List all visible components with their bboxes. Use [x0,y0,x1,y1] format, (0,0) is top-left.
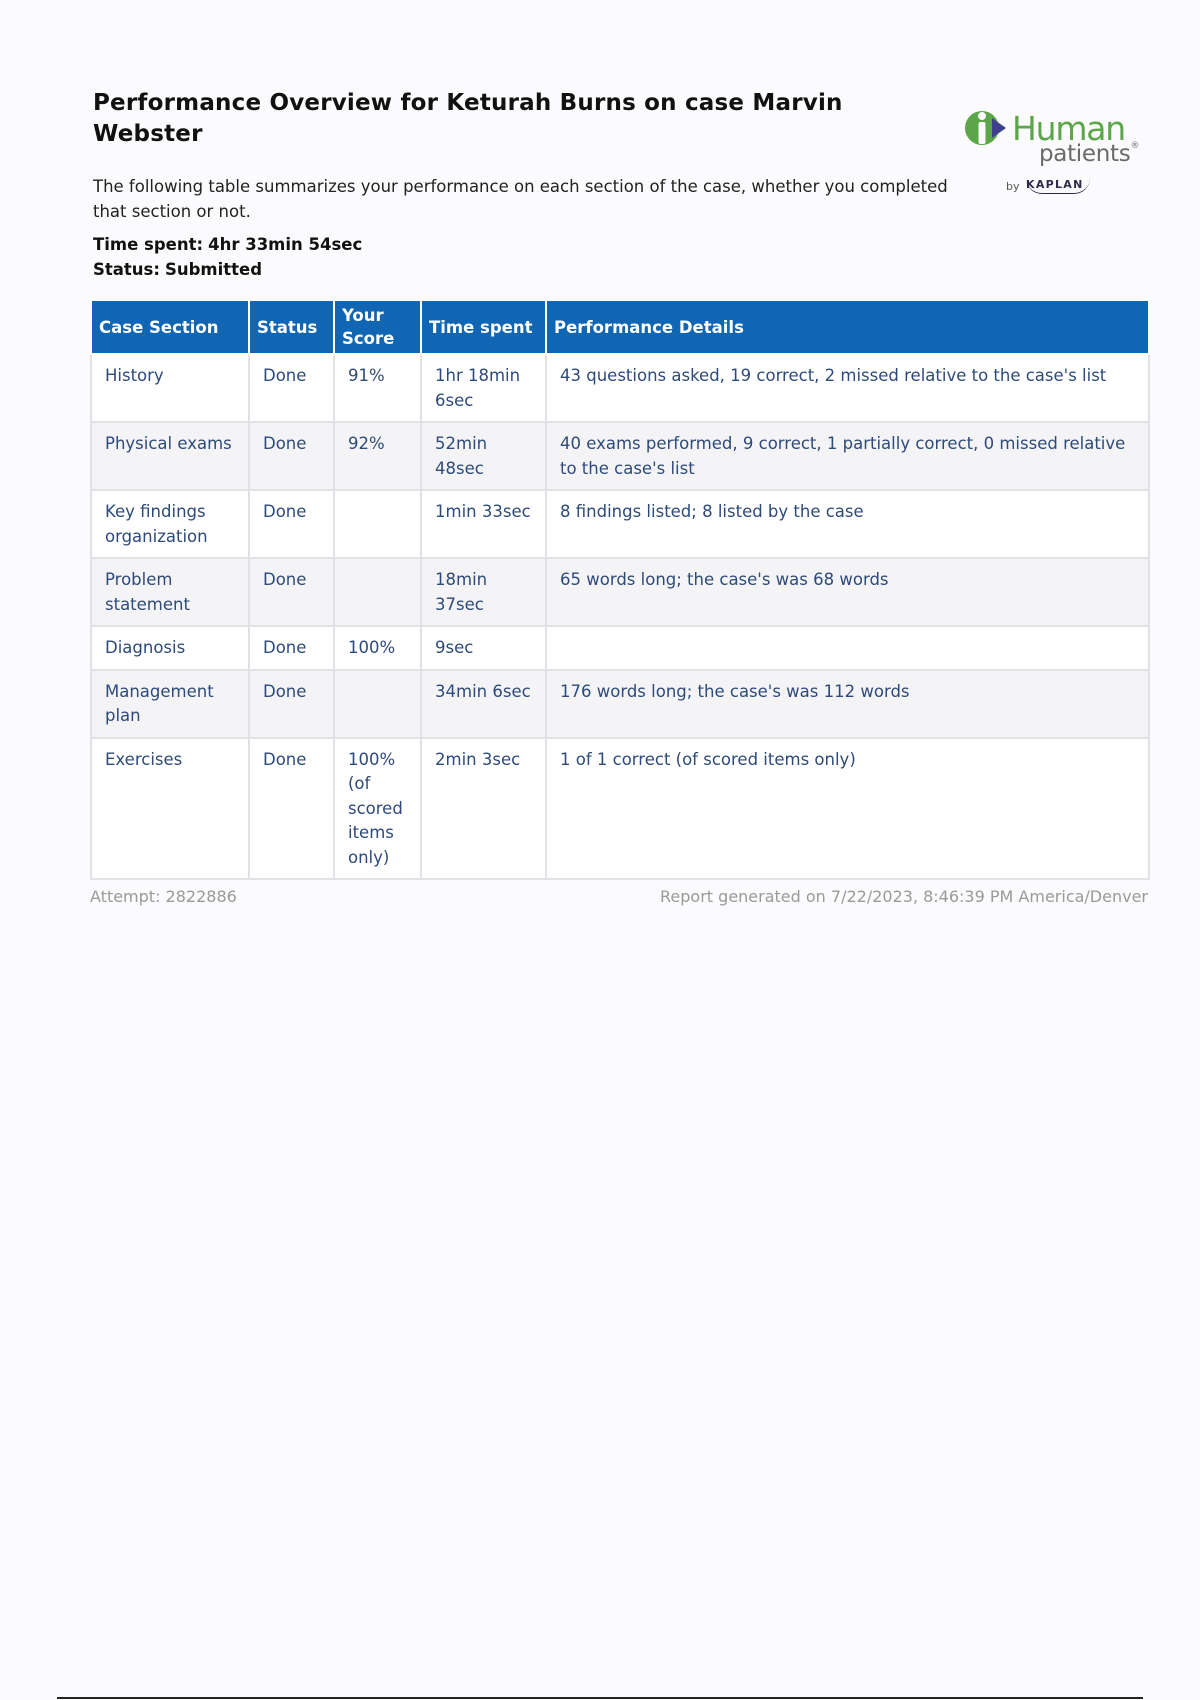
cell-score [334,670,421,738]
logo-by-text: by [1006,180,1020,193]
page-title: Performance Overview for Keturah Burns on case Marvin Webster [93,90,843,147]
cell-details: 1 of 1 correct (of scored items only) [546,738,1149,880]
status-line [93,257,362,282]
table-row [91,738,1149,880]
attempt-id: Attempt: 2822886 [90,887,237,906]
cell-time: 34min 6sec [421,670,546,738]
time-spent-value: 4hr 33min 54sec [208,235,363,254]
header-your-score: Your Score [334,300,421,354]
cell-time: 1hr 18min 6sec [421,354,546,422]
cell-section: Key findings organization [91,490,249,558]
cell-details: 176 words long; the case's was 112 words [546,670,1149,738]
cell-section: Diagnosis [91,626,249,670]
report-generated-timestamp: Report generated on 7/22/2023, 8:46:39 PM America/Denver [660,887,1148,906]
ihuman-patients-logo [964,104,1140,204]
cell-score: 92% [334,422,421,490]
logo-human-text: Human [1012,109,1126,148]
cell-score: 100% [334,626,421,670]
cell-details: 8 findings listed; 8 listed by the case [546,490,1149,558]
table-row [91,354,1149,422]
cell-section: Physical exams [91,422,249,490]
cell-section: Exercises [91,738,249,880]
cell-time: 18min 37sec [421,558,546,626]
table-row [91,558,1149,626]
table-row [91,670,1149,738]
cell-status: Done [249,354,334,422]
cell-status: Done [249,558,334,626]
header-status: Status [249,300,334,354]
cell-status: Done [249,422,334,490]
cell-status: Done [249,738,334,880]
header-case-section: Case Section [91,300,249,354]
cell-time: 1min 33sec [421,490,546,558]
cell-details [546,626,1149,670]
cell-section: Problem statement [91,558,249,626]
cell-section: Management plan [91,670,249,738]
cell-score: 100% (of scored items only) [334,738,421,880]
cell-time: 2min 3sec [421,738,546,880]
ihuman-person-icon [964,108,1010,152]
cell-status: Done [249,626,334,670]
cell-details: 40 exams performed, 9 correct, 1 partially correct, 0 missed relative to the case's list [546,422,1149,490]
status-value: Submitted [164,260,263,279]
performance-table [90,299,1150,880]
table-row [91,422,1149,490]
time-spent-label: Time spent: [93,235,204,254]
page-bottom-rule [57,1697,1143,1699]
table-row [91,490,1149,558]
cell-time: 52min 48sec [421,422,546,490]
cell-status: Done [249,490,334,558]
cell-score: 91% [334,354,421,422]
cell-time: 9sec [421,626,546,670]
header-performance-details: Performance Details [546,300,1149,354]
table-row [91,626,1149,670]
summary-meta [93,232,362,282]
cell-status: Done [249,670,334,738]
cell-details: 43 questions asked, 19 correct, 2 missed relative to the case's list [546,354,1149,422]
logo-patients-text: patients® [1039,141,1140,167]
intro-text: The following table summarizes your performance on each section of the case, whether you completed that section or not. [93,177,948,221]
cell-details: 65 words long; the case's was 68 words [546,558,1149,626]
header-time-spent: Time spent [421,300,546,354]
time-spent-line [93,232,362,257]
logo-kaplan-text: KAPLAN [1026,178,1090,194]
cell-section: History [91,354,249,422]
cell-score [334,558,421,626]
cell-score [334,490,421,558]
table-header-row [91,300,1149,354]
status-label: Status: [93,260,160,279]
